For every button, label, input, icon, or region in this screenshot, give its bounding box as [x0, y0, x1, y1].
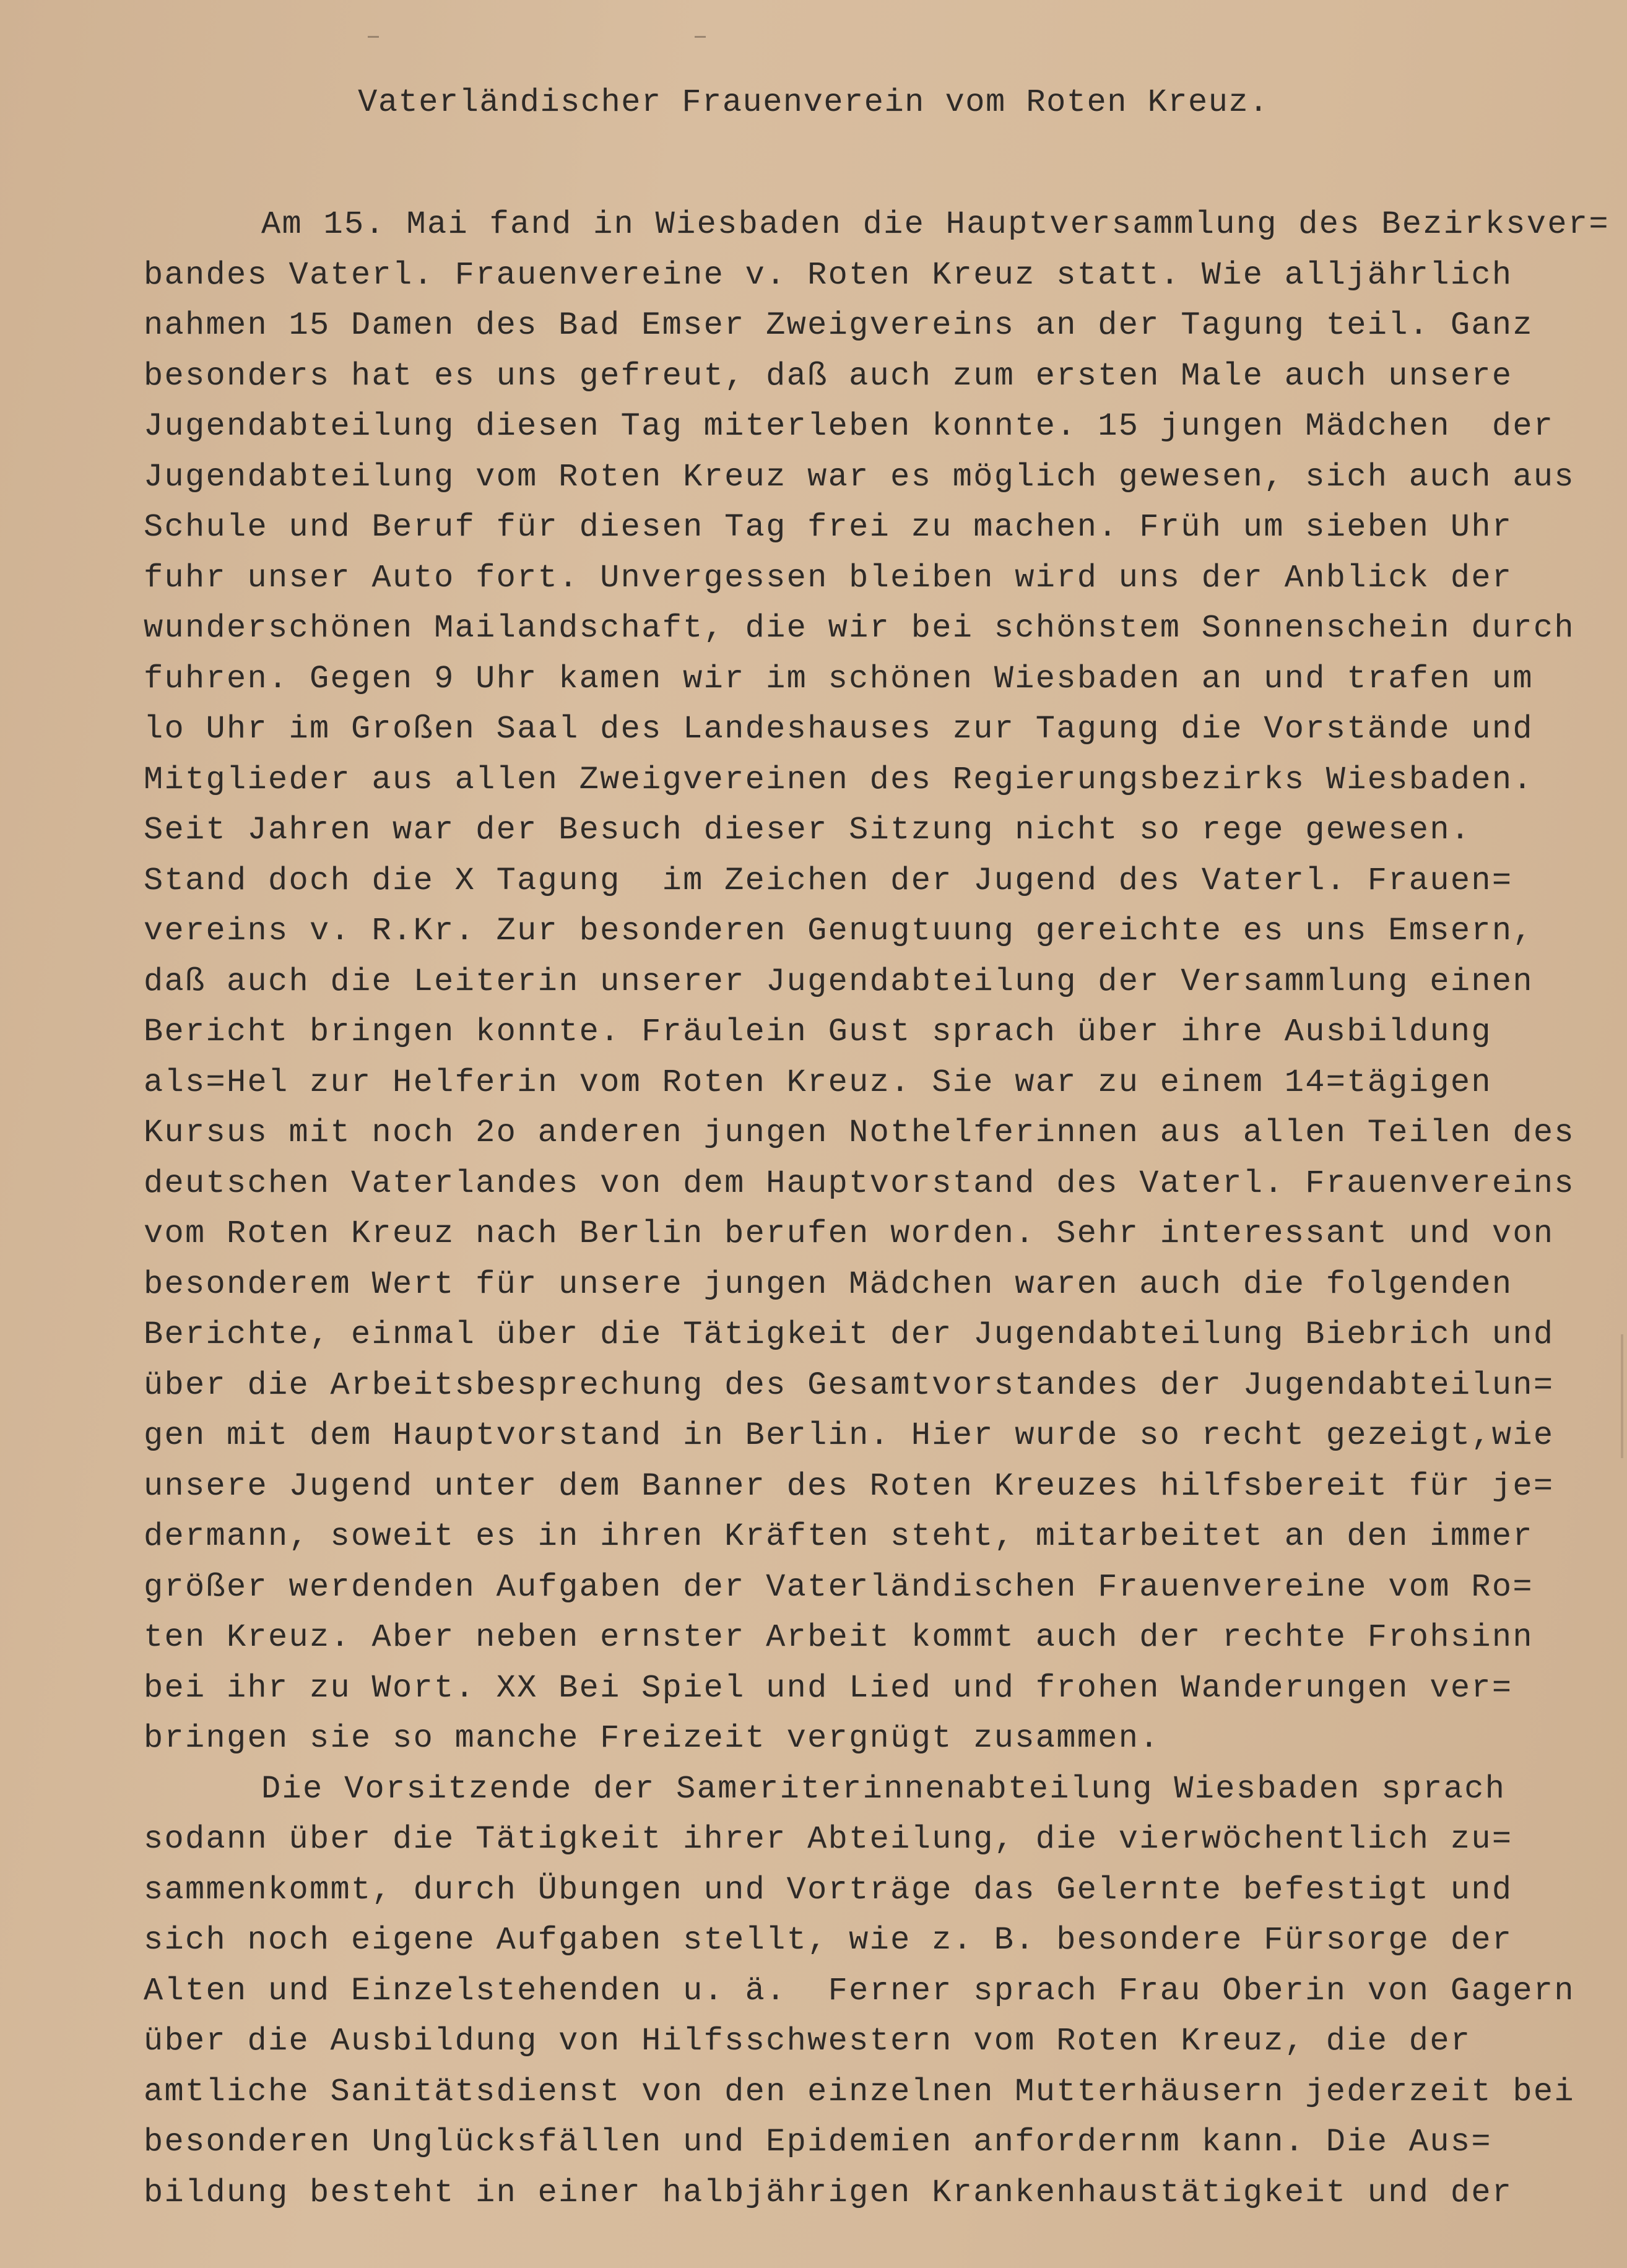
text-line: über die Ausbildung von Hilfsschwestern vom Roten Kreuz, die der — [144, 2023, 1472, 2059]
text-line: Stand doch die X Tagung im Zeichen der Jugend des Vaterl. Frauen= — [144, 862, 1513, 899]
text-line: sammenkommt, durch Übungen und Vorträge das Gelernte befestigt und — [144, 1871, 1513, 1908]
text-line: sodann über die Tätigkeit ihrer Abteilung, die vierwöchentlich zu= — [144, 1821, 1513, 1857]
text-line: Am 15. Mai fand in Wiesbaden die Hauptversammlung des Bezirksver= — [261, 206, 1610, 243]
text-line: Seit Jahren war der Besuch dieser Sitzung nicht so rege gewesen. — [144, 812, 1472, 848]
text-line: amtliche Sanitätsdienst von den einzelnen Mutterhäusern jederzeit bei — [144, 2073, 1575, 2110]
text-line: daß auch die Leiterin unserer Jugendabteilung der Versammlung einen — [144, 963, 1534, 1000]
text-line: größer werdenden Aufgaben der Vaterländischen Frauenvereine vom Ro= — [144, 1568, 1534, 1605]
text-line: Jugendabteilung vom Roten Kreuz war es möglich gewesen, sich auch aus — [144, 458, 1575, 495]
text-line: Bericht bringen konnte. Fräulein Gust sprach über ihre Ausbildung — [144, 1014, 1492, 1050]
text-line: Kursus mit noch 2o anderen jungen Nothelferinnen aus allen Teilen des — [144, 1114, 1575, 1151]
text-line: unsere Jugend unter dem Banner des Roten Kreuzes hilfsbereit für je= — [144, 1467, 1555, 1505]
text-line: Mitglieder aus allen Zweigvereinen des Regierungsbezirks Wiesbaden. — [144, 761, 1534, 798]
text-line: gen mit dem Hauptvorstand in Berlin. Hier wurde so recht gezeigt,wie — [144, 1417, 1555, 1454]
text-line: über die Arbeitsbesprechung des Gesamtvorstandes der Jugendabteilun= — [144, 1366, 1555, 1404]
text-line: vereins v. R.Kr. Zur besonderen Genugtuung gereichte es uns Emsern, — [144, 913, 1534, 949]
document-title: Vaterländischer Frauenverein vom Roten Kreuz. — [358, 84, 1269, 121]
text-line: besonderem Wert für unsere jungen Mädchen waren auch die folgenden — [144, 1266, 1513, 1303]
text-line: fuhren. Gegen 9 Uhr kamen wir im schönen Wiesbaden an und trafen um — [144, 660, 1534, 697]
text-line: bringen sie so manche Freizeit vergnügt zusammen. — [144, 1720, 1160, 1757]
text-line: Die Vorsitzende der Sameriterinnenabteilung Wiesbaden sprach — [261, 1770, 1506, 1807]
paper-edge-mark — [1621, 1334, 1623, 1458]
text-line: besonderen Unglücksfällen und Epidemien anfordernm kann. Die Aus= — [144, 2124, 1492, 2160]
text-line: bandes Vaterl. Frauenvereine v. Roten Kreuz statt. Wie alljährlich — [144, 256, 1513, 293]
text-line: vom Roten Kreuz nach Berlin berufen worden. Sehr interessant und von — [144, 1215, 1555, 1252]
paper-mark — [695, 36, 706, 38]
text-line: nahmen 15 Damen des Bad Emser Zweigvereins an der Tagung teil. Ganz — [144, 307, 1534, 344]
text-line: besonders hat es uns gefreut, daß auch zum ersten Male auch unsere — [144, 357, 1513, 394]
text-line: bei ihr zu Wort. XX Bei Spiel und Lied und frohen Wanderungen ver= — [144, 1669, 1513, 1706]
text-line: bildung besteht in einer halbjährigen Krankenhaustätigkeit und der — [144, 2174, 1513, 2211]
text-line: lo Uhr im Großen Saal des Landeshauses zur Tagung die Vorstände und — [144, 711, 1534, 747]
text-line: wunderschönen Mailandschaft, die wir bei schönstem Sonnenschein durch — [144, 610, 1575, 646]
document-body — [144, 199, 1610, 2218]
text-line: Alten und Einzelstehenden u. ä. Ferner sprach Frau Oberin von Gagern — [144, 1972, 1575, 2009]
text-line: Berichte, einmal über die Tätigkeit der Jugendabteilung Biebrich und — [144, 1316, 1555, 1353]
text-line: dermann, soweit es in ihren Kräften steht, mitarbeitet an den immer — [144, 1518, 1534, 1555]
text-line: deutschen Vaterlandes von dem Hauptvorstand des Vaterl. Frauenvereins — [144, 1165, 1575, 1202]
text-line: fuhr unser Auto fort. Unvergessen bleiben wird uns der Anblick der — [144, 559, 1513, 596]
text-line: sich noch eigene Aufgaben stellt, wie z. B. besondere Fürsorge der — [144, 1922, 1513, 1958]
text-line: ten Kreuz. Aber neben ernster Arbeit kommt auch der rechte Frohsinn — [144, 1619, 1534, 1656]
paper-mark — [368, 36, 379, 38]
text-line: Jugendabteilung diesen Tag miterleben konnte. 15 jungen Mädchen der — [144, 408, 1555, 445]
text-line: als=Hel zur Helferin vom Roten Kreuz. Sie war zu einem 14=tägigen — [144, 1064, 1492, 1101]
text-line: Schule und Beruf für diesen Tag frei zu machen. Früh um sieben Uhr — [144, 509, 1513, 545]
